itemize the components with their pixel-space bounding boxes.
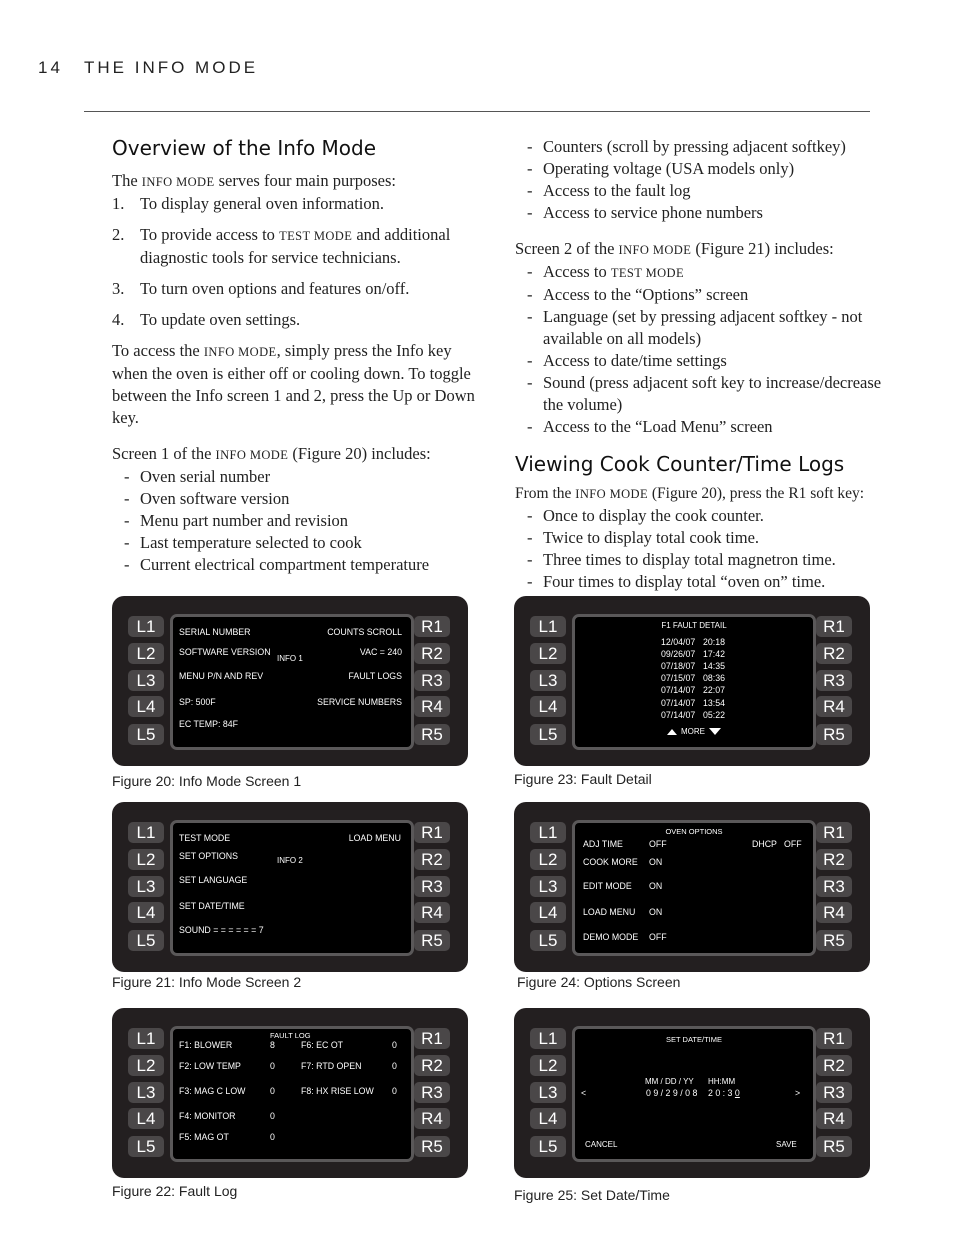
- softkey-r3[interactable]: R3: [816, 876, 852, 897]
- softkey-r1[interactable]: R1: [816, 822, 852, 843]
- arrow-down-icon: [709, 728, 721, 735]
- fig22-left-0-label: F1: BLOWER: [179, 1040, 233, 1050]
- screen1-item: - Operating voltage (USA models only): [515, 158, 893, 180]
- fig21-left-0: TEST MODE: [179, 833, 231, 843]
- softkey-l2[interactable]: L2: [128, 849, 164, 870]
- fig22-left-1-count: 0: [270, 1061, 275, 1071]
- fig24-row-2-value: ON: [649, 881, 663, 891]
- softkey-r4[interactable]: R4: [414, 902, 450, 923]
- softkey-l4[interactable]: L4: [530, 696, 566, 717]
- softkey-l5[interactable]: L5: [530, 1136, 566, 1157]
- fig20-panel: [112, 596, 468, 766]
- softkey-r2[interactable]: R2: [414, 643, 450, 664]
- screen1-item: - Oven serial number: [112, 466, 492, 488]
- softkey-r2[interactable]: R2: [816, 1055, 852, 1076]
- fig23-time-2: 14:35: [703, 661, 726, 671]
- softkey-l3[interactable]: L3: [128, 670, 164, 691]
- fig22-right-2-label: F8: HX RISE LOW: [301, 1086, 374, 1096]
- fig25-panel: [514, 1008, 870, 1178]
- fig23-time-0: 20:18: [703, 637, 726, 647]
- fig21-center: INFO 2: [277, 856, 303, 865]
- fig20-right-2: FAULT LOGS: [348, 671, 402, 681]
- fig21-left-2: SET LANGUAGE: [179, 875, 248, 885]
- fig24-row-1-label: COOK MORE: [583, 857, 638, 867]
- fig23-time-3: 08:36: [703, 673, 726, 683]
- fig22-caption: Figure 22: Fault Log: [112, 1183, 238, 1199]
- cook-counter-item: - Four times to display total “oven on” time.: [515, 571, 893, 593]
- cook-counter-intro: From the INFO MODE (Figure 20), press the R1 soft key:: [515, 485, 865, 502]
- softkey-l1[interactable]: L1: [128, 822, 164, 843]
- fig22-right-0-label: F6: EC OT: [301, 1040, 344, 1050]
- screen1-item: - Access to the fault log: [515, 180, 893, 202]
- fig23-date-4: 07/14/07: [661, 685, 696, 695]
- purposes-list: [112, 193, 492, 331]
- fig24-row-1-value: ON: [649, 857, 663, 867]
- softkey-r2[interactable]: R2: [414, 1055, 450, 1076]
- fig22-panel: [112, 1008, 468, 1178]
- purpose-item: 4. To update oven settings.: [112, 310, 301, 329]
- fig23-date-3: 07/15/07: [661, 673, 696, 683]
- fig22-right-1-count: 0: [392, 1061, 397, 1071]
- fig20-left-4: EC TEMP: 84F: [179, 719, 238, 729]
- screen2-list: [515, 261, 893, 438]
- fig20-left-3: SP: 500F: [179, 697, 216, 707]
- fig22-left-2-label: F3: MAG C LOW: [179, 1086, 246, 1096]
- softkey-r3[interactable]: R3: [414, 670, 450, 691]
- fig23-title: F1 FAULT DETAIL: [661, 621, 727, 630]
- softkey-l2[interactable]: L2: [530, 849, 566, 870]
- fig24-panel: [514, 802, 870, 972]
- softkey-r3[interactable]: R3: [414, 876, 450, 897]
- softkey-r5[interactable]: R5: [816, 724, 852, 745]
- softkey-l5[interactable]: L5: [128, 724, 164, 745]
- section-title: THE INFO MODE: [84, 58, 259, 77]
- overview-intro: The INFO MODE serves four main purposes:: [112, 171, 396, 190]
- purpose-item: 1. To display general oven information.: [112, 194, 384, 213]
- fig22-left-1-label: F2: LOW TEMP: [179, 1061, 241, 1071]
- softkey-l1[interactable]: L1: [530, 1028, 566, 1049]
- screen2-item: - Sound (press adjacent soft key to increase/decrease the volume): [515, 372, 893, 416]
- fig24-row-3-label: LOAD MENU: [583, 907, 636, 917]
- fig23-time-1: 17:42: [703, 649, 726, 659]
- softkey-l5[interactable]: L5: [128, 1136, 164, 1157]
- fig23-time-4: 22:07: [703, 685, 726, 695]
- purpose-item: 2. To provide access to TEST MODE and additional diagnostic tools for service technicians.: [112, 225, 451, 267]
- fig21-caption: Figure 21: Info Mode Screen 2: [112, 974, 302, 990]
- fig25-time-value: 2 0 : 3 0: [708, 1088, 740, 1098]
- softkey-l5[interactable]: L5: [128, 930, 164, 951]
- fig23-date-2: 07/18/07: [661, 661, 696, 671]
- softkey-r3[interactable]: R3: [816, 1082, 852, 1103]
- fig23-date-0: 12/04/07: [661, 637, 696, 647]
- fig20-left-0: SERIAL NUMBER: [179, 627, 251, 637]
- softkey-r1[interactable]: R1: [816, 1028, 852, 1049]
- softkey-l1[interactable]: L1: [530, 822, 566, 843]
- softkey-l2[interactable]: L2: [530, 1055, 566, 1076]
- softkey-l1[interactable]: L1: [530, 616, 566, 637]
- fig25-cancel[interactable]: CANCEL: [585, 1140, 618, 1149]
- fig23-time-6: 05:22: [703, 710, 726, 720]
- fig24-row-0-value: OFF: [649, 839, 667, 849]
- softkey-r5[interactable]: R5: [414, 724, 450, 745]
- fig22-left-3-label: F4: MONITOR: [179, 1111, 236, 1121]
- fig20-left-1: SOFTWARE VERSION: [179, 647, 271, 657]
- softkey-r2[interactable]: R2: [414, 849, 450, 870]
- cook-counter-list: [515, 505, 893, 593]
- softkey-r5[interactable]: R5: [816, 930, 852, 951]
- fig20-right-1: VAC = 240: [359, 647, 402, 657]
- fig21-left-4: SOUND = = = = = = 7: [179, 925, 264, 935]
- fig22-right-2-count: 0: [392, 1086, 397, 1096]
- softkey-r5[interactable]: R5: [414, 930, 450, 951]
- fig21-left-3: SET DATE/TIME: [179, 901, 245, 911]
- screen2-item: - Access to the “Options” screen: [515, 284, 893, 306]
- overview-body: [112, 170, 492, 576]
- softkey-l2[interactable]: L2: [128, 643, 164, 664]
- softkey-l4[interactable]: L4: [128, 696, 164, 717]
- softkey-r5[interactable]: R5: [414, 1136, 450, 1157]
- fig25-caption: Figure 25: Set Date/Time: [514, 1187, 670, 1203]
- softkey-r2[interactable]: R2: [816, 849, 852, 870]
- softkey-r4[interactable]: R4: [816, 696, 852, 717]
- fig24-title: OVEN OPTIONS: [665, 827, 723, 836]
- softkey-r4[interactable]: R4: [816, 1108, 852, 1129]
- fig23-date-1: 09/26/07: [661, 649, 696, 659]
- fig24-right-value: OFF: [784, 839, 802, 849]
- softkey-r1[interactable]: R1: [414, 822, 450, 843]
- fig25-right-arrow[interactable]: >: [795, 1088, 801, 1098]
- fig24-screen: [572, 820, 816, 956]
- screen1-list-cont: [515, 136, 893, 224]
- fig22-left-4-label: F5: MAG OT: [179, 1132, 229, 1142]
- cook-counter-body: [515, 483, 893, 593]
- fig22-title: FAULT LOG: [270, 1031, 311, 1040]
- fig24-row-2-label: EDIT MODE: [583, 881, 632, 891]
- screen1-item: - Menu part number and revision: [112, 510, 492, 532]
- softkey-l2[interactable]: L2: [128, 1055, 164, 1076]
- overview-heading: Overview of the Info Mode: [112, 136, 377, 160]
- softkey-l4[interactable]: L4: [530, 902, 566, 923]
- screen2-item: - Access to the “Load Menu” screen: [515, 416, 893, 438]
- screen1-intro: Screen 1 of the INFO MODE (Figure 20) includes:: [112, 444, 431, 463]
- fig23-more[interactable]: MORE: [575, 726, 813, 737]
- fig24-right-label: DHCP: [752, 839, 777, 849]
- softkey-l4[interactable]: L4: [128, 1108, 164, 1129]
- fig25-date-label: MM / DD / YY: [645, 1077, 694, 1086]
- cook-counter-heading: Viewing Cook Counter/Time Logs: [515, 452, 845, 476]
- cook-counter-item: - Twice to display total cook time.: [515, 527, 893, 549]
- softkey-r4[interactable]: R4: [414, 696, 450, 717]
- screen1-item: - Current electrical compartment temperature: [112, 554, 492, 576]
- softkey-r1[interactable]: R1: [414, 1028, 450, 1049]
- arrow-up-icon: [667, 729, 677, 735]
- softkey-l3[interactable]: L3: [128, 1082, 164, 1103]
- screen2-intro: Screen 2 of the INFO MODE (Figure 21) includes:: [515, 239, 834, 258]
- fig20-left-2: MENU P/N AND REV: [179, 671, 264, 681]
- fig20-center: INFO 1: [277, 654, 303, 663]
- fig24-row-0-label: ADJ TIME: [583, 839, 623, 849]
- fig21-right-0: LOAD MENU: [348, 833, 401, 843]
- fig20-caption: Figure 20: Info Mode Screen 1: [112, 773, 302, 789]
- fig23-date-6: 07/14/07: [661, 710, 696, 720]
- fig25-time-label: HH:MM: [708, 1077, 736, 1086]
- fig20-right-0: COUNTS SCROLL: [327, 627, 402, 637]
- screen1-item: - Access to service phone numbers: [515, 202, 893, 224]
- softkey-r3[interactable]: R3: [414, 1082, 450, 1103]
- fig24-row-3-value: ON: [649, 907, 663, 917]
- fig24-row-4-label: DEMO MODE: [583, 932, 639, 942]
- cook-counter-item: - Once to display the cook counter.: [515, 505, 893, 527]
- softkey-l3[interactable]: L3: [530, 876, 566, 897]
- fig25-screen: [572, 1026, 816, 1162]
- softkey-l3[interactable]: L3: [128, 876, 164, 897]
- softkey-r4[interactable]: R4: [816, 902, 852, 923]
- header-rule: [84, 111, 870, 112]
- softkey-r4[interactable]: R4: [414, 1108, 450, 1129]
- fig22-left-4-count: 0: [270, 1132, 275, 1142]
- screen2-item: - Access to TEST MODE: [515, 261, 893, 284]
- fig21-left-1: SET OPTIONS: [179, 851, 238, 861]
- screen2-item: - Access to date/time settings: [515, 350, 893, 372]
- softkey-r3[interactable]: R3: [816, 670, 852, 691]
- screen2-item: - Language (set by pressing adjacent softkey - not available on all models): [515, 306, 893, 350]
- fig25-date-value: 0 9 / 2 9 / 0 8: [646, 1088, 698, 1098]
- softkey-l3[interactable]: L3: [530, 670, 566, 691]
- fig22-left-0-count: 8: [270, 1040, 275, 1050]
- fig23-panel: [514, 596, 870, 766]
- softkey-r5[interactable]: R5: [816, 1136, 852, 1157]
- softkey-l3[interactable]: L3: [530, 1082, 566, 1103]
- fig21-screen: [170, 820, 414, 956]
- softkey-l1[interactable]: L1: [128, 616, 164, 637]
- softkey-r2[interactable]: R2: [816, 643, 852, 664]
- fig20-screen: [170, 614, 414, 750]
- fig25-left-arrow[interactable]: <: [581, 1088, 587, 1098]
- fig25-title: SET DATE/TIME: [666, 1035, 722, 1044]
- fig22-right-0-count: 0: [392, 1040, 397, 1050]
- fig22-left-3-count: 0: [270, 1111, 275, 1121]
- softkey-r1[interactable]: R1: [414, 616, 450, 637]
- cook-counter-item: - Three times to display total magnetron time.: [515, 549, 893, 571]
- softkey-l4[interactable]: L4: [128, 902, 164, 923]
- screen1-list: [112, 466, 492, 576]
- softkey-r1[interactable]: R1: [816, 616, 852, 637]
- fig22-right-1-label: F7: RTD OPEN: [301, 1061, 362, 1071]
- softkey-l4[interactable]: L4: [530, 1108, 566, 1129]
- right-column-body: [515, 136, 893, 438]
- screen1-item: - Oven software version: [112, 488, 492, 510]
- fig23-caption: Figure 23: Fault Detail: [514, 771, 652, 787]
- fig22-left-2-count: 0: [270, 1086, 275, 1096]
- softkey-l5[interactable]: L5: [530, 930, 566, 951]
- fig25-time-cursor: 0: [734, 1088, 740, 1098]
- softkey-l2[interactable]: L2: [530, 643, 566, 664]
- fig23-date-5: 07/14/07: [661, 698, 696, 708]
- purpose-item: 3. To turn oven options and features on/off.: [112, 279, 410, 298]
- page-number: 14: [38, 58, 63, 77]
- fig24-row-4-value: OFF: [649, 932, 667, 942]
- fig20-right-3: SERVICE NUMBERS: [317, 697, 402, 707]
- screen1-item: - Last temperature selected to cook: [112, 532, 492, 554]
- access-paragraph: To access the INFO MODE, simply press the Info key when the oven is either off or cooling down. To toggle between the Info screen 1 and 2, press the Up or Down key.: [112, 341, 475, 427]
- fig24-caption: Figure 24: Options Screen: [517, 974, 681, 990]
- fig22-screen: [170, 1026, 414, 1162]
- fig21-panel: [112, 802, 468, 972]
- fig23-screen: [572, 614, 816, 750]
- fig23-time-5: 13:54: [703, 698, 726, 708]
- screen1-item: - Counters (scroll by pressing adjacent softkey): [515, 136, 893, 158]
- softkey-l1[interactable]: L1: [128, 1028, 164, 1049]
- softkey-l5[interactable]: L5: [530, 724, 566, 745]
- fig25-save[interactable]: SAVE: [776, 1140, 797, 1149]
